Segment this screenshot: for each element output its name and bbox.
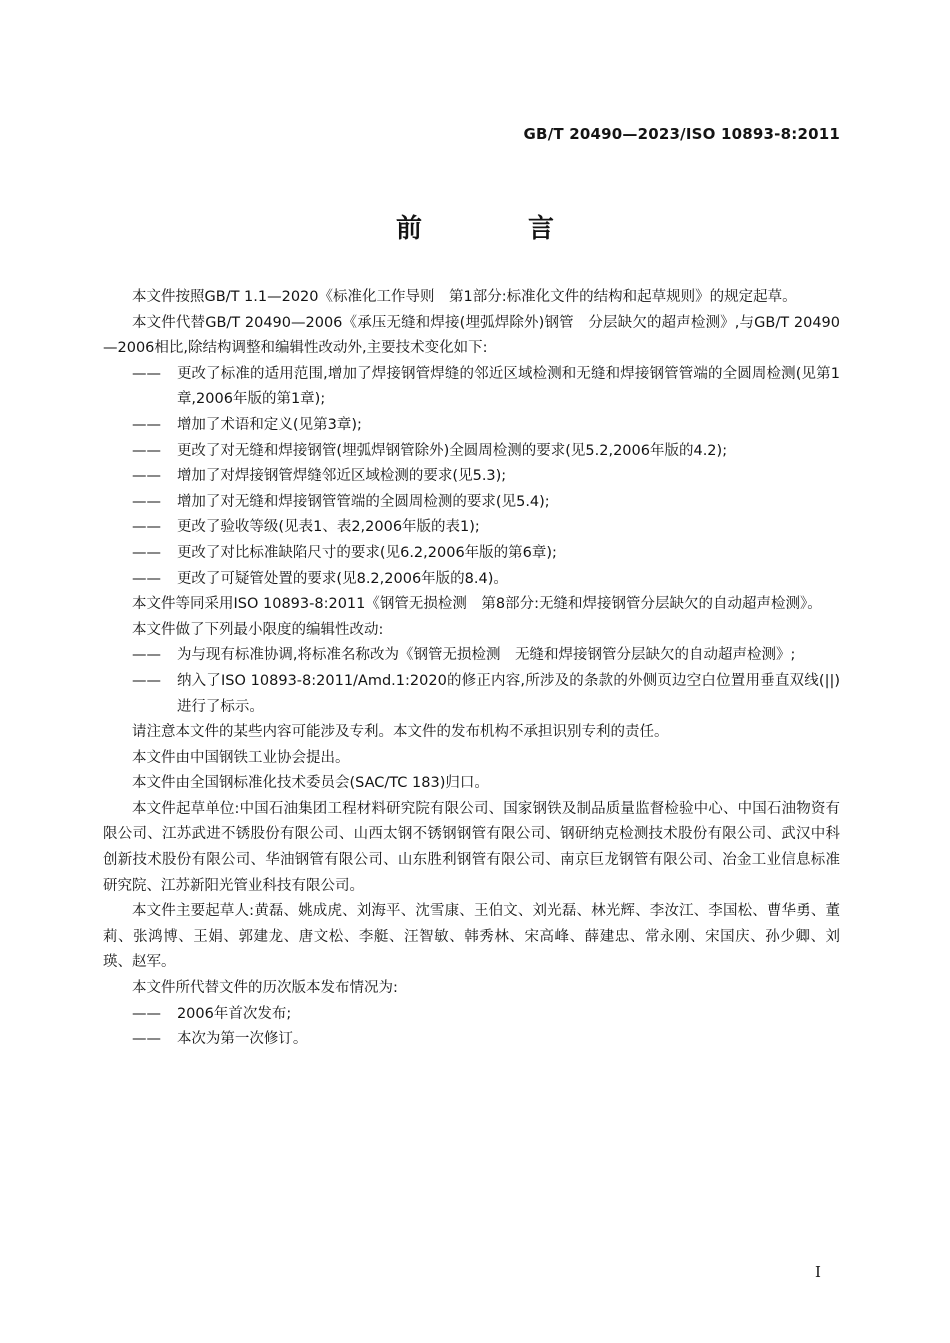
page-number: I [815,1263,821,1281]
dash-mark: —— [132,493,161,510]
dash-mark: —— [132,1031,161,1048]
dash-mark: —— [132,468,161,485]
dash-mark: —— [132,544,161,561]
paragraph-drafting-rules: 本文件按照GB/T 1.1—2020《标准化工作导则 第1部分:标准化文件的结构和起草规则》的规定起草。 [132,289,797,305]
paragraph-committee: 本文件由全国钢标准化技术委员会(SAC/TC 183)归口。 [132,775,489,792]
dash-mark: —— [132,442,161,459]
page-title: 前 言 [395,214,594,244]
foreword-body [103,285,840,1053]
paragraph-drafters: 本文件主要起草人:黄磊、姚成虎、刘海平、沈雪康、王伯文、刘光磊、林光辉、李汝江、李国松、曹华勇、董莉、张鸿博、王娟、郭建龙、唐文松、李艇、汪智敏、韩秀林、宋高峰、薛建忠、常永刚、宋国庆、孙少卿、刘瑛、赵军。 [103,903,840,971]
list-item: —— 为与现有标准协调,将标准名称改为《钢管无损检测 无缝和焊接钢管分层缺欠的自动超声检测》; [103,643,840,669]
list-item: —— 本次为第一次修订。 [103,1027,840,1053]
paragraph-history-intro: 本文件所代替文件的历次版本发布情况为: [132,980,398,997]
list-item: —— 增加了术语和定义(见第3章); [103,413,840,439]
dash-mark: —— [132,416,161,433]
dash-mark: —— [132,672,161,689]
list-item: —— 更改了可疑管处置的要求(见8.2,2006年版的8.4)。 [103,567,840,593]
dash-mark: —— [132,365,161,382]
dash-mark: —— [132,570,161,587]
standard-code: GB/T 20490—2023/ISO 10893-8:2011 [523,125,840,143]
list-item: —— 纳入了ISO 10893-8:2011/Amd.1:2020的修正内容,所涉及的条款的外侧页边空白位置用垂直双线(||)进行了标示。 [103,669,840,720]
paragraph-drafting-units: 本文件起草单位:中国石油集团工程材料研究院有限公司、国家钢铁及制品质量监督检验中心、中国石油物资有限公司、江苏武进不锈股份有限公司、山西太钢不锈钢钢管有限公司、钢研纳克检测技术股份有限公司、武汉中科创新技术股份有限公司、华油钢管有限公司、山东胜利钢管有限公司、南京巨龙钢管有限公司、冶金工业信息标准研究院、江苏新阳光管业科技有限公司。 [103,800,840,894]
list-item: —— 更改了验收等级(见表1、表2,2006年版的表1); [103,515,840,541]
list-item: —— 更改了对无缝和焊接钢管(埋弧焊钢管除外)全圆周检测的要求(见5.2,2006年版的4.2); [103,439,840,465]
paragraph-replacement: 本文件代替GB/T 20490—2006《承压无缝和焊接(埋弧焊除外)钢管 分层缺欠的超声检测》,与GB/T 20490—2006相比,除结构调整和编辑性改动外,主要技术变化如下: [103,314,840,357]
paragraph-editorial-changes: 本文件做了下列最小限度的编辑性改动: [132,621,384,638]
paragraph-patent-notice: 请注意本文件的某些内容可能涉及专利。本文件的发布机构不承担识别专利的责任。 [132,724,669,741]
list-item: —— 增加了对焊接钢管焊缝邻近区域检测的要求(见5.3); [103,464,840,490]
list-item: —— 2006年首次发布; [103,1002,840,1028]
dash-mark: —— [132,647,161,664]
paragraph-proposer: 本文件由中国钢铁工业协会提出。 [132,749,350,766]
list-item: —— 增加了对无缝和焊接钢管管端的全圆周检测的要求(见5.4); [103,490,840,516]
dash-mark: —— [132,1005,161,1022]
paragraph-identical-adoption: 本文件等同采用ISO 10893-8:2011《钢管无损检测 第8部分:无缝和焊接钢管分层缺欠的自动超声检测》。 [132,596,822,613]
dash-mark: —— [132,519,161,536]
list-item: —— 更改了对比标准缺陷尺寸的要求(见6.2,2006年版的第6章); [103,541,840,567]
list-item: —— 更改了标准的适用范围,增加了焊接钢管焊缝的邻近区域检测和无缝和焊接钢管管端的全圆周检测(见第1章,2006年版的第1章); [103,362,840,413]
